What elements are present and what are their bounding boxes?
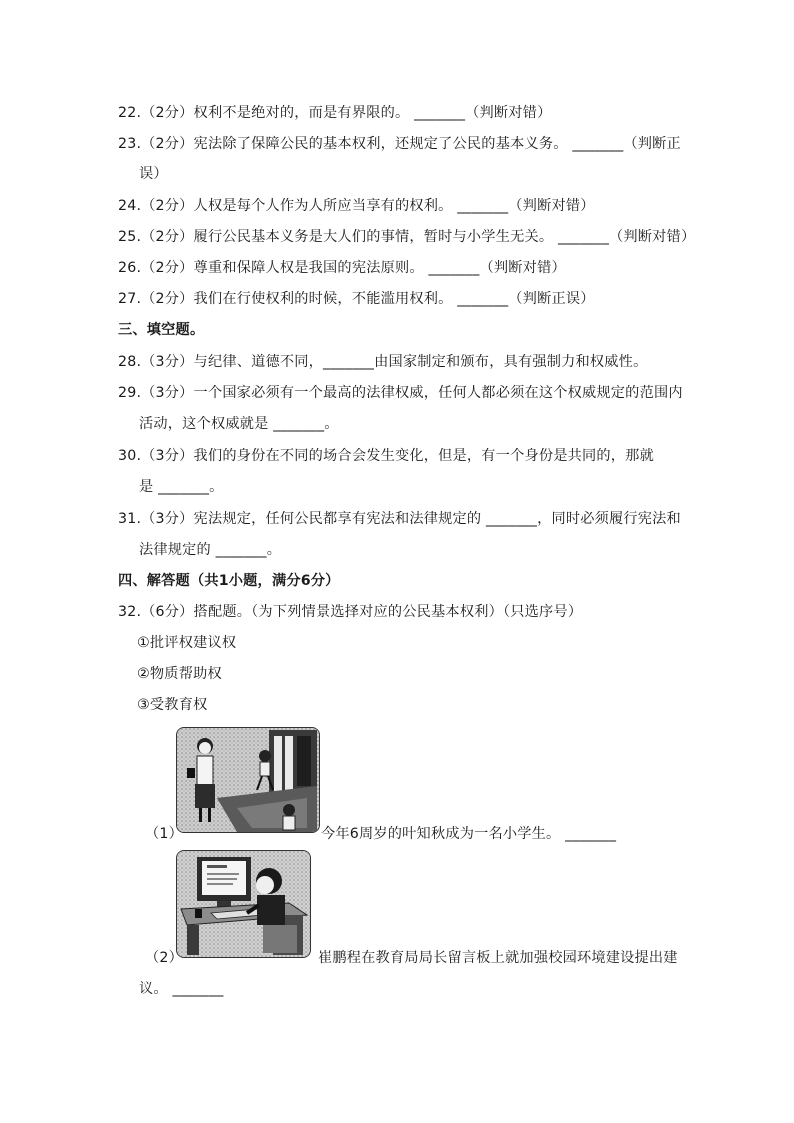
question-28: 28.（3分）与纪律、道德不同，_______由国家制定和颁布，具有强制力和权威性。	[118, 354, 648, 370]
question-26: 26.（2分）尊重和保障人权是我国的宪法原则。 _______（判断对错）	[118, 260, 566, 276]
question-23: 23.（2分）宪法除了保障公民的基本权利，还规定了公民的基本义务。 _______（判断正	[118, 136, 681, 152]
school-scene-image	[177, 728, 319, 832]
section-answer-title: 四、解答题（共1小题，满分6分）	[118, 573, 340, 589]
question-31-continued: 法律规定的 _______。	[139, 542, 282, 558]
item-1-number: （1）	[145, 826, 184, 842]
question-22: 22.（2分）权利不是绝对的，而是有界限的。 _______（判断对错）	[118, 105, 552, 121]
school-scene-illustration	[176, 727, 320, 833]
question-32-stem: 32.（6分）搭配题。（为下列情景选择对应的公民基本权利）（只选序号）	[118, 604, 583, 620]
question-29: 29.（3分）一个国家必须有一个最高的法律权威，任何人都必须在这个权威规定的范围内	[118, 385, 683, 401]
question-23-continued: 误）	[139, 166, 168, 182]
computer-scene-image	[177, 851, 310, 957]
computer-scene-illustration	[176, 850, 311, 958]
question-30-continued: 是 _______。	[139, 479, 224, 495]
item-2-number: （2）	[145, 950, 184, 966]
question-29-continued: 活动，这个权威就是 _______。	[139, 416, 339, 432]
question-30: 30.（3分）我们的身份在不同的场合会发生变化，但是，有一个身份是共同的，那就	[118, 448, 654, 464]
question-27: 27.（2分）我们在行使权利的时候，不能滥用权利。 _______（判断正误）	[118, 291, 595, 307]
item-1-text: 今年6周岁的叶知秋成为一名小学生。 _______	[321, 826, 617, 842]
option-2: ②物质帮助权	[137, 666, 222, 682]
item-2-continued: 议。 _______	[139, 981, 224, 997]
question-31: 31.（3分）宪法规定，任何公民都享有宪法和法律规定的 _______，同时必须履行宪法和	[118, 511, 681, 527]
question-25: 25.（2分）履行公民基本义务是大人们的事情，暂时与小学生无关。 _______（判断对错）	[118, 229, 696, 245]
option-1: ①批评权建议权	[137, 635, 237, 651]
question-24: 24.（2分）人权是每个人作为人所应当享有的权利。 _______（判断对错）	[118, 198, 595, 214]
section-fill-blank-title: 三、填空题。	[118, 322, 205, 338]
option-3: ③受教育权	[137, 697, 208, 713]
item-2-text: 崔鹏程在教育局局长留言板上就加强校园环境建设提出建	[318, 950, 678, 966]
